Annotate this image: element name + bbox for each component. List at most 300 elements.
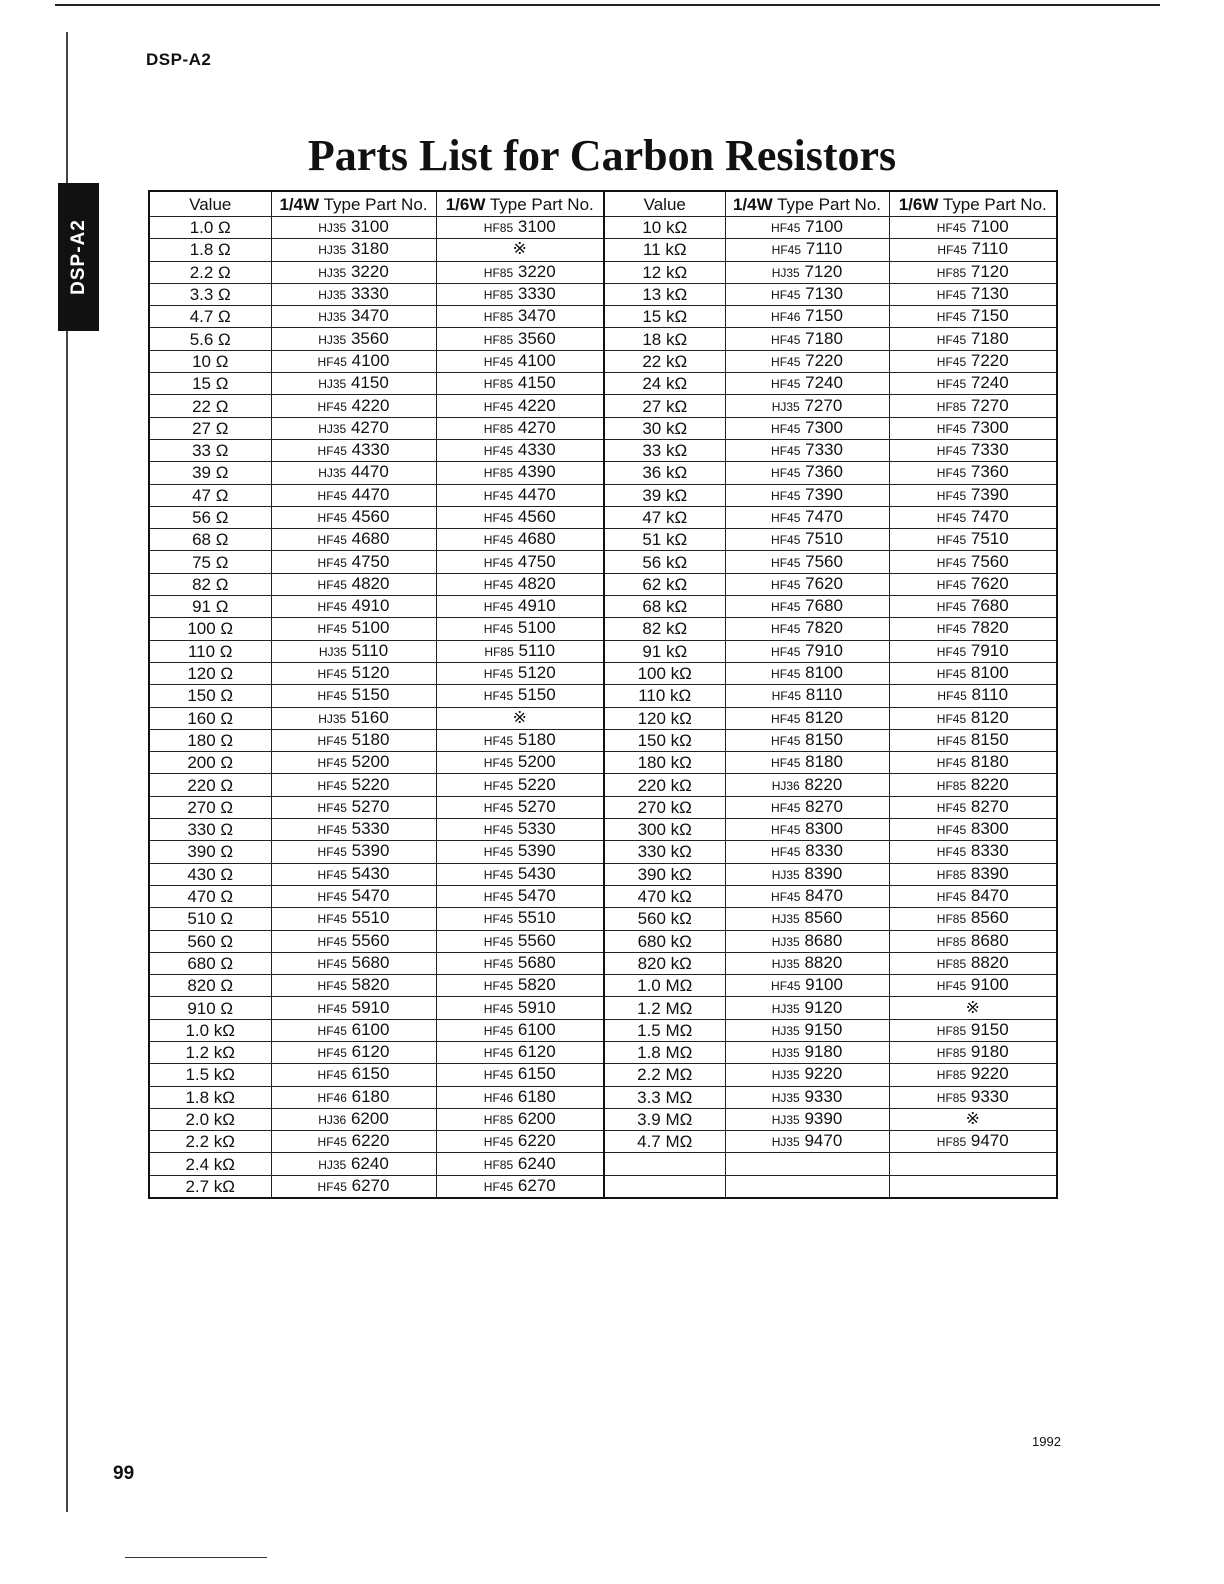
header-sixth-watt: 1/6W Type Part No. (436, 191, 604, 217)
quarter-watt-part-cell: HJ35 5110 (271, 640, 436, 662)
table-row (149, 707, 1057, 729)
sixth-watt-part-cell: HF45 4330 (436, 439, 604, 461)
value-cell: 15 kΩ (604, 306, 725, 328)
sixth-watt-part-cell: HF85 6240 (436, 1153, 604, 1175)
sixth-watt-part-cell: HF45 6150 (436, 1064, 604, 1086)
quarter-watt-part-cell: HF45 8120 (725, 707, 889, 729)
sixth-watt-part-cell: HF45 5220 (436, 774, 604, 796)
quarter-watt-part-cell: HF46 7150 (725, 306, 889, 328)
year: 1992 (1032, 1434, 1061, 1449)
sixth-watt-part-cell: HF45 5510 (436, 908, 604, 930)
quarter-watt-part-cell: HF45 7360 (725, 462, 889, 484)
sixth-watt-part-cell: HF85 9470 (889, 1131, 1057, 1153)
quarter-watt-part-cell: HF45 9100 (725, 975, 889, 997)
table-row (149, 1108, 1057, 1130)
quarter-watt-part-cell: HF45 7560 (725, 551, 889, 573)
table-row (149, 729, 1057, 751)
quarter-watt-part-cell: HF45 8150 (725, 729, 889, 751)
quarter-watt-part-cell: HJ35 8390 (725, 863, 889, 885)
value-cell: 680 Ω (149, 952, 271, 974)
quarter-watt-part-cell: HF45 7470 (725, 506, 889, 528)
value-cell: 27 kΩ (604, 395, 725, 417)
sixth-watt-part-cell: HF45 5560 (436, 930, 604, 952)
value-cell: 150 kΩ (604, 729, 725, 751)
sixth-watt-part-cell: HF45 7910 (889, 640, 1057, 662)
sixth-watt-part-cell: HF46 6180 (436, 1086, 604, 1108)
table-row (149, 662, 1057, 684)
value-cell: 3.3 Ω (149, 283, 271, 305)
value-cell: 2.7 kΩ (149, 1175, 271, 1198)
value-cell: 180 Ω (149, 729, 271, 751)
quarter-watt-part-cell: HF45 5330 (271, 819, 436, 841)
sixth-watt-part-cell: HF45 7100 (889, 217, 1057, 239)
sixth-watt-part-cell: HF45 7510 (889, 529, 1057, 551)
sixth-watt-part-cell: HF45 4100 (436, 350, 604, 372)
quarter-watt-part-cell: HJ35 3470 (271, 306, 436, 328)
value-cell: 39 kΩ (604, 484, 725, 506)
value-cell: 220 Ω (149, 774, 271, 796)
top-rule (55, 4, 1160, 6)
sixth-watt-part-cell: HF85 6200 (436, 1108, 604, 1130)
value-cell: 820 Ω (149, 975, 271, 997)
sixth-watt-part-cell: HF45 5910 (436, 997, 604, 1019)
value-cell: 270 kΩ (604, 796, 725, 818)
value-cell: 330 Ω (149, 819, 271, 841)
quarter-watt-part-cell: HF45 4560 (271, 506, 436, 528)
table-row (149, 1175, 1057, 1198)
value-cell: 120 Ω (149, 662, 271, 684)
sixth-watt-part-cell: HF45 6100 (436, 1019, 604, 1041)
value-cell: 430 Ω (149, 863, 271, 885)
value-cell: 510 Ω (149, 908, 271, 930)
sixth-watt-part-cell: HF85 3100 (436, 217, 604, 239)
quarter-watt-part-cell: HJ35 9120 (725, 997, 889, 1019)
quarter-watt-part-cell: HF45 5180 (271, 729, 436, 751)
empty-cell (725, 1153, 889, 1175)
sixth-watt-part-cell: ※ (889, 1108, 1057, 1130)
quarter-watt-part-cell: HF45 6150 (271, 1064, 436, 1086)
quarter-watt-part-cell: HJ35 4470 (271, 462, 436, 484)
value-cell: 3.3 MΩ (604, 1086, 725, 1108)
value-cell: 62 kΩ (604, 573, 725, 595)
model-label: DSP-A2 (146, 50, 212, 69)
sixth-watt-part-cell: HF45 8100 (889, 662, 1057, 684)
value-cell: 18 kΩ (604, 328, 725, 350)
quarter-watt-part-cell: HF45 7910 (725, 640, 889, 662)
value-cell: 2.4 kΩ (149, 1153, 271, 1175)
value-cell: 51 kΩ (604, 529, 725, 551)
value-cell: 82 Ω (149, 573, 271, 595)
value-cell: 300 kΩ (604, 819, 725, 841)
quarter-watt-part-cell: HJ35 5160 (271, 707, 436, 729)
header-value-2: Value (604, 191, 725, 217)
sixth-watt-part-cell: HF45 7240 (889, 373, 1057, 395)
header-quarter-watt-2: 1/4W Type Part No. (725, 191, 889, 217)
quarter-watt-part-cell: HF45 7220 (725, 350, 889, 372)
sixth-watt-part-cell: ※ (889, 997, 1057, 1019)
sixth-watt-part-cell: HF45 7130 (889, 283, 1057, 305)
value-cell: 2.2 MΩ (604, 1064, 725, 1086)
table-row (149, 573, 1057, 595)
quarter-watt-part-cell: HF45 7180 (725, 328, 889, 350)
quarter-watt-part-cell: HF45 5510 (271, 908, 436, 930)
table-row (149, 1019, 1057, 1041)
header-sixth-watt-2: 1/6W Type Part No. (889, 191, 1057, 217)
table-row (149, 551, 1057, 573)
quarter-watt-part-cell: HJ35 7270 (725, 395, 889, 417)
sixth-watt-part-cell: HF85 3470 (436, 306, 604, 328)
table-header-row (149, 191, 1057, 217)
table-row (149, 462, 1057, 484)
table-row (149, 819, 1057, 841)
quarter-watt-part-cell: HF45 7300 (725, 417, 889, 439)
quarter-watt-part-cell: HJ35 4270 (271, 417, 436, 439)
value-cell: 1.8 Ω (149, 239, 271, 261)
value-cell: 120 kΩ (604, 707, 725, 729)
value-cell: 56 Ω (149, 506, 271, 528)
page-title: Parts List for Carbon Resistors (307, 131, 897, 180)
value-cell: 2.2 kΩ (149, 1131, 271, 1153)
sixth-watt-part-cell: HF45 5470 (436, 885, 604, 907)
value-cell: 22 Ω (149, 395, 271, 417)
quarter-watt-part-cell: HJ35 7120 (725, 261, 889, 283)
value-cell: 110 kΩ (604, 685, 725, 707)
sixth-watt-part-cell: HF45 4820 (436, 573, 604, 595)
value-cell: 10 kΩ (604, 217, 725, 239)
sixth-watt-part-cell: HF45 4750 (436, 551, 604, 573)
value-cell: 1.8 MΩ (604, 1041, 725, 1063)
value-cell: 4.7 MΩ (604, 1131, 725, 1153)
table-row (149, 1064, 1057, 1086)
sixth-watt-part-cell: HF85 4150 (436, 373, 604, 395)
value-cell: 1.5 kΩ (149, 1064, 271, 1086)
quarter-watt-part-cell: HJ36 6200 (271, 1108, 436, 1130)
value-cell: 33 Ω (149, 439, 271, 461)
sixth-watt-part-cell: HF45 9100 (889, 975, 1057, 997)
sixth-watt-part-cell: HF45 5820 (436, 975, 604, 997)
header-value: Value (149, 191, 271, 217)
quarter-watt-part-cell: HF45 5820 (271, 975, 436, 997)
quarter-watt-part-cell: HF45 7110 (725, 239, 889, 261)
quarter-watt-part-cell: HF45 8300 (725, 819, 889, 841)
sixth-watt-part-cell: HF45 7470 (889, 506, 1057, 528)
quarter-watt-part-cell: HF45 4470 (271, 484, 436, 506)
sixth-watt-part-cell: ※ (436, 707, 604, 729)
table-row (149, 1086, 1057, 1108)
value-cell: 15 Ω (149, 373, 271, 395)
sixth-watt-part-cell: HF45 7220 (889, 350, 1057, 372)
quarter-watt-part-cell: HF45 7240 (725, 373, 889, 395)
value-cell: 11 kΩ (604, 239, 725, 261)
sixth-watt-part-cell: HF85 8560 (889, 908, 1057, 930)
sixth-watt-part-cell: HF85 8220 (889, 774, 1057, 796)
sixth-watt-part-cell: HF45 4680 (436, 529, 604, 551)
quarter-watt-part-cell: HF45 5430 (271, 863, 436, 885)
sixth-watt-part-cell: HF85 5110 (436, 640, 604, 662)
value-cell: 47 kΩ (604, 506, 725, 528)
sixth-watt-part-cell: HF45 5270 (436, 796, 604, 818)
quarter-watt-part-cell: HF45 8100 (725, 662, 889, 684)
table-row (149, 217, 1057, 239)
quarter-watt-part-cell: HJ35 9470 (725, 1131, 889, 1153)
sixth-watt-part-cell: HF85 7270 (889, 395, 1057, 417)
quarter-watt-part-cell: HJ35 8820 (725, 952, 889, 974)
quarter-watt-part-cell: HF45 5680 (271, 952, 436, 974)
empty-cell (604, 1175, 725, 1198)
sixth-watt-part-cell: HF45 7680 (889, 596, 1057, 618)
quarter-watt-part-cell: HF45 5100 (271, 618, 436, 640)
quarter-watt-part-cell: HF45 7820 (725, 618, 889, 640)
sixth-watt-part-cell: HF45 5430 (436, 863, 604, 885)
quarter-watt-part-cell: HF45 8110 (725, 685, 889, 707)
value-cell: 2.2 Ω (149, 261, 271, 283)
sixth-watt-part-cell: HF85 3560 (436, 328, 604, 350)
table-row (149, 1041, 1057, 1063)
quarter-watt-part-cell: HF45 6120 (271, 1041, 436, 1063)
table-row (149, 908, 1057, 930)
table-row (149, 484, 1057, 506)
value-cell: 1.0 MΩ (604, 975, 725, 997)
table-row (149, 640, 1057, 662)
quarter-watt-part-cell: HF45 8180 (725, 752, 889, 774)
sixth-watt-part-cell: HF45 8120 (889, 707, 1057, 729)
value-cell: 390 Ω (149, 841, 271, 863)
table-row (149, 930, 1057, 952)
sixth-watt-part-cell: HF45 7110 (889, 239, 1057, 261)
quarter-watt-part-cell: HJ35 9330 (725, 1086, 889, 1108)
quarter-watt-part-cell: HF45 7680 (725, 596, 889, 618)
table-row (149, 529, 1057, 551)
quarter-watt-part-cell: HJ35 3560 (271, 328, 436, 350)
quarter-watt-part-cell: HJ35 8680 (725, 930, 889, 952)
table-row (149, 395, 1057, 417)
value-cell: 75 Ω (149, 551, 271, 573)
quarter-watt-part-cell: HJ35 3220 (271, 261, 436, 283)
quarter-watt-part-cell: HF45 6100 (271, 1019, 436, 1041)
quarter-watt-part-cell: HF45 5910 (271, 997, 436, 1019)
value-cell: 13 kΩ (604, 283, 725, 305)
quarter-watt-part-cell: HJ36 8220 (725, 774, 889, 796)
table-row (149, 328, 1057, 350)
sixth-watt-part-cell: HF45 6270 (436, 1175, 604, 1198)
table-row (149, 439, 1057, 461)
table-row (149, 1153, 1057, 1175)
sixth-watt-part-cell: HF45 8270 (889, 796, 1057, 818)
table-row (149, 685, 1057, 707)
quarter-watt-part-cell: HF45 5200 (271, 752, 436, 774)
value-cell: 36 kΩ (604, 462, 725, 484)
value-cell: 150 Ω (149, 685, 271, 707)
value-cell: 3.9 MΩ (604, 1108, 725, 1130)
value-cell: 470 kΩ (604, 885, 725, 907)
side-tab-label: DSP-A2 (67, 219, 89, 295)
quarter-watt-part-cell: HJ35 3330 (271, 283, 436, 305)
value-cell: 680 kΩ (604, 930, 725, 952)
sixth-watt-part-cell: HF85 8680 (889, 930, 1057, 952)
quarter-watt-part-cell: HF45 4820 (271, 573, 436, 595)
value-cell: 27 Ω (149, 417, 271, 439)
sixth-watt-part-cell: HF45 5390 (436, 841, 604, 863)
sixth-watt-part-cell: HF85 9330 (889, 1086, 1057, 1108)
quarter-watt-part-cell: HF45 4910 (271, 596, 436, 618)
value-cell: 22 kΩ (604, 350, 725, 372)
parts-table (148, 190, 1058, 1199)
table-row (149, 1131, 1057, 1153)
sixth-watt-part-cell: HF45 8300 (889, 819, 1057, 841)
sixth-watt-part-cell: HF45 7560 (889, 551, 1057, 573)
quarter-watt-part-cell: HF45 5560 (271, 930, 436, 952)
value-cell: 12 kΩ (604, 261, 725, 283)
sixth-watt-part-cell: HF45 6120 (436, 1041, 604, 1063)
value-cell: 390 kΩ (604, 863, 725, 885)
table-row (149, 796, 1057, 818)
sixth-watt-part-cell: HF45 7150 (889, 306, 1057, 328)
sixth-watt-part-cell: HF45 8110 (889, 685, 1057, 707)
value-cell: 200 Ω (149, 752, 271, 774)
value-cell: 560 Ω (149, 930, 271, 952)
value-cell: 68 Ω (149, 529, 271, 551)
value-cell: 1.0 Ω (149, 217, 271, 239)
sixth-watt-part-cell: HF45 8150 (889, 729, 1057, 751)
sixth-watt-part-cell: HF45 8330 (889, 841, 1057, 863)
empty-cell (725, 1175, 889, 1198)
value-cell: 10 Ω (149, 350, 271, 372)
value-cell: 270 Ω (149, 796, 271, 818)
sixth-watt-part-cell: HF45 7330 (889, 439, 1057, 461)
quarter-watt-part-cell: HF45 4750 (271, 551, 436, 573)
sixth-watt-part-cell: HF45 5200 (436, 752, 604, 774)
empty-cell (889, 1153, 1057, 1175)
quarter-watt-part-cell: HF45 5220 (271, 774, 436, 796)
sixth-watt-part-cell: HF45 8470 (889, 885, 1057, 907)
quarter-watt-part-cell: HF45 6270 (271, 1175, 436, 1198)
table-row (149, 506, 1057, 528)
sixth-watt-part-cell: HF85 4390 (436, 462, 604, 484)
sixth-watt-part-cell: HF45 7390 (889, 484, 1057, 506)
empty-cell (604, 1153, 725, 1175)
quarter-watt-part-cell: HJ35 9150 (725, 1019, 889, 1041)
sixth-watt-part-cell: HF85 7120 (889, 261, 1057, 283)
sixth-watt-part-cell: HF45 5180 (436, 729, 604, 751)
value-cell: 160 Ω (149, 707, 271, 729)
sixth-watt-part-cell: HF45 4470 (436, 484, 604, 506)
sixth-watt-part-cell: HF45 7300 (889, 417, 1057, 439)
sixth-watt-part-cell: HF45 4910 (436, 596, 604, 618)
table-row (149, 596, 1057, 618)
quarter-watt-part-cell: HF45 4220 (271, 395, 436, 417)
quarter-watt-part-cell: HF45 5120 (271, 662, 436, 684)
sixth-watt-part-cell: HF85 3220 (436, 261, 604, 283)
value-cell: 100 Ω (149, 618, 271, 640)
value-cell: 100 kΩ (604, 662, 725, 684)
value-cell: 110 Ω (149, 640, 271, 662)
table-row (149, 952, 1057, 974)
sixth-watt-part-cell: HF45 7820 (889, 618, 1057, 640)
value-cell: 910 Ω (149, 997, 271, 1019)
value-cell: 1.0 kΩ (149, 1019, 271, 1041)
quarter-watt-part-cell: HF45 7620 (725, 573, 889, 595)
value-cell: 1.5 MΩ (604, 1019, 725, 1041)
value-cell: 330 kΩ (604, 841, 725, 863)
sixth-watt-part-cell: HF45 5150 (436, 685, 604, 707)
value-cell: 33 kΩ (604, 439, 725, 461)
table-row (149, 618, 1057, 640)
value-cell: 91 kΩ (604, 640, 725, 662)
quarter-watt-part-cell: HF45 7390 (725, 484, 889, 506)
quarter-watt-part-cell: HJ35 9220 (725, 1064, 889, 1086)
value-cell: 470 Ω (149, 885, 271, 907)
sixth-watt-part-cell: HF45 7620 (889, 573, 1057, 595)
value-cell: 820 kΩ (604, 952, 725, 974)
quarter-watt-part-cell: HJ35 6240 (271, 1153, 436, 1175)
quarter-watt-part-cell: HF45 5390 (271, 841, 436, 863)
value-cell: 4.7 Ω (149, 306, 271, 328)
value-cell: 24 kΩ (604, 373, 725, 395)
value-cell: 220 kΩ (604, 774, 725, 796)
quarter-watt-part-cell: HF45 5470 (271, 885, 436, 907)
table-row (149, 863, 1057, 885)
table-row (149, 306, 1057, 328)
quarter-watt-part-cell: HJ35 8560 (725, 908, 889, 930)
sixth-watt-part-cell: HF45 5100 (436, 618, 604, 640)
sixth-watt-part-cell: HF45 8180 (889, 752, 1057, 774)
quarter-watt-part-cell: HF45 8270 (725, 796, 889, 818)
value-cell: 1.2 kΩ (149, 1041, 271, 1063)
value-cell: 1.2 MΩ (604, 997, 725, 1019)
quarter-watt-part-cell: HF45 4330 (271, 439, 436, 461)
quarter-watt-part-cell: HJ35 9180 (725, 1041, 889, 1063)
table-row (149, 283, 1057, 305)
quarter-watt-part-cell: HF45 7130 (725, 283, 889, 305)
table-row (149, 997, 1057, 1019)
table-row (149, 774, 1057, 796)
page-number: 99 (113, 1463, 135, 1484)
value-cell: 5.6 Ω (149, 328, 271, 350)
sixth-watt-part-cell: HF45 5680 (436, 952, 604, 974)
quarter-watt-part-cell: HJ35 3180 (271, 239, 436, 261)
quarter-watt-part-cell: HF45 8470 (725, 885, 889, 907)
quarter-watt-part-cell: HF45 7510 (725, 529, 889, 551)
sixth-watt-part-cell: HF45 7360 (889, 462, 1057, 484)
quarter-watt-part-cell: HF45 4100 (271, 350, 436, 372)
bottom-rule (125, 1557, 267, 1558)
sixth-watt-part-cell: HF45 5120 (436, 662, 604, 684)
sixth-watt-part-cell: HF85 3330 (436, 283, 604, 305)
sixth-watt-part-cell: HF85 9180 (889, 1041, 1057, 1063)
value-cell: 39 Ω (149, 462, 271, 484)
quarter-watt-part-cell: HF45 5270 (271, 796, 436, 818)
sixth-watt-part-cell: HF85 9150 (889, 1019, 1057, 1041)
quarter-watt-part-cell: HF46 6180 (271, 1086, 436, 1108)
value-cell: 91 Ω (149, 596, 271, 618)
table-row (149, 841, 1057, 863)
sixth-watt-part-cell: HF45 6220 (436, 1131, 604, 1153)
value-cell: 180 kΩ (604, 752, 725, 774)
quarter-watt-part-cell: HJ35 9390 (725, 1108, 889, 1130)
value-cell: 2.0 kΩ (149, 1108, 271, 1130)
sixth-watt-part-cell: HF45 4220 (436, 395, 604, 417)
quarter-watt-part-cell: HJ35 3100 (271, 217, 436, 239)
quarter-watt-part-cell: HF45 7100 (725, 217, 889, 239)
table-row (149, 261, 1057, 283)
table-row (149, 373, 1057, 395)
header-quarter-watt: 1/4W Type Part No. (271, 191, 436, 217)
table-row (149, 350, 1057, 372)
sixth-watt-part-cell: HF85 4270 (436, 417, 604, 439)
table-row (149, 752, 1057, 774)
table-row (149, 975, 1057, 997)
sixth-watt-part-cell: HF85 9220 (889, 1064, 1057, 1086)
